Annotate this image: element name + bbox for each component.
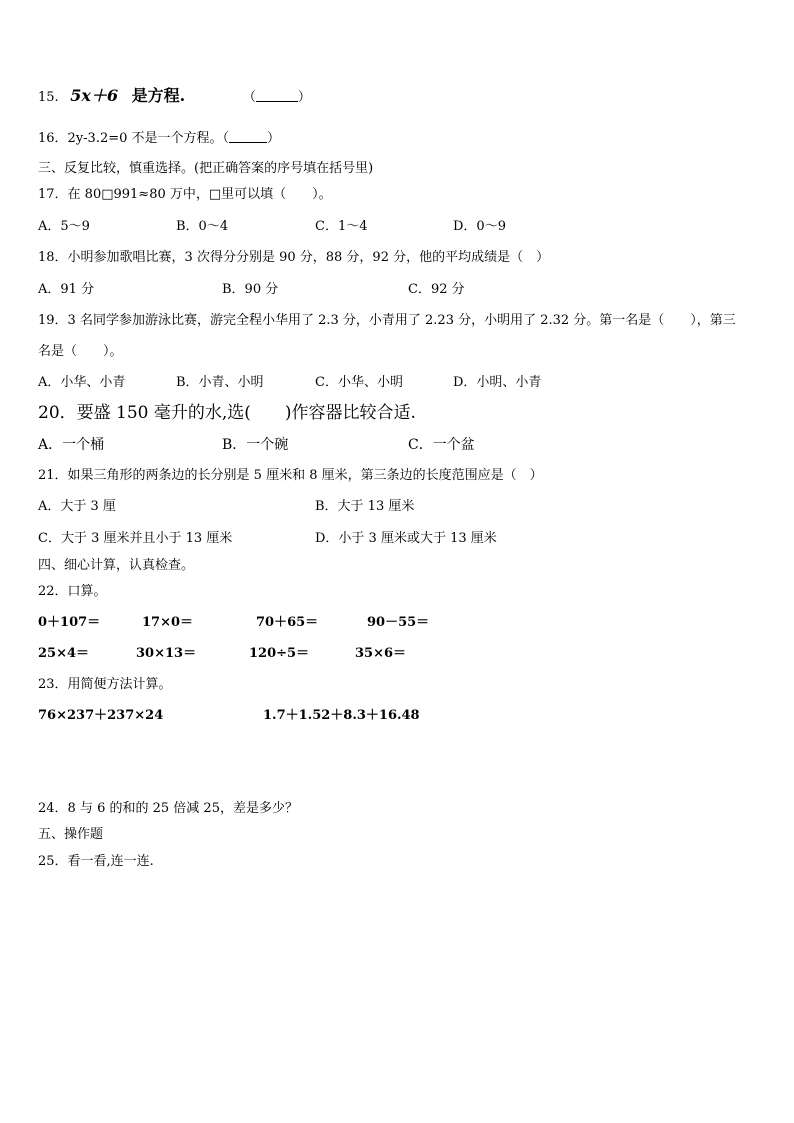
question-19-option-a[interactable]: A．小华、小青 bbox=[38, 375, 126, 390]
question-18-stem: 18．小明参加歌唱比赛，3 次得分分别是 90 分，88 分，92 分，他的平均成绩是（ ） bbox=[38, 250, 550, 265]
question-25-stem: 25．看一看,连一连. bbox=[38, 854, 154, 869]
question-21-stem: 21．如果三角形的两条边的长分别是 5 厘米和 8 厘米，第三条边的长度范围应是（ ） bbox=[38, 468, 543, 483]
question-16 bbox=[38, 129, 280, 148]
question-20-option-b[interactable]: B．一个碗 bbox=[222, 437, 289, 453]
question-18-option-b[interactable]: B．90 分 bbox=[222, 282, 279, 297]
question-19-option-b[interactable]: B．小青、小明 bbox=[176, 375, 264, 390]
mental-calc-5: 25×4＝ bbox=[38, 646, 90, 661]
question-20-stem: 20．要盛 150 毫升的水,选( )作容器比较合适. bbox=[38, 403, 416, 423]
mental-calc-3: 70＋65＝ bbox=[256, 615, 319, 630]
section-3-heading: 三、反复比较，慎重选择。(把正确答案的序号填在括号里) bbox=[38, 161, 374, 176]
question-21-option-a[interactable]: A．大于 3 厘 bbox=[38, 499, 116, 514]
section-5-heading: 五、操作题 bbox=[38, 827, 104, 842]
question-24-stem: 24．8 与 6 的和的 25 倍减 25，差是多少？ bbox=[38, 801, 298, 816]
question-15 bbox=[38, 87, 311, 107]
question-15-text: 是方程. bbox=[131, 86, 186, 105]
question-19-stem-line1: 19．3 名同学参加游泳比赛，游完全程小华用了 2.3 分，小青用了 2.23 分，小明用了 2.32 分。第一名是（ ），第三 bbox=[38, 313, 736, 328]
simplified-calc-2: 1.7＋1.52＋8.3＋16.48 bbox=[263, 708, 420, 723]
question-17-stem: 17．在 80□991≈80 万中，□里可以填（ ）。 bbox=[38, 187, 332, 202]
question-16-answer-blank[interactable] bbox=[229, 129, 267, 143]
question-17-option-b[interactable]: B．0～4 bbox=[176, 219, 229, 234]
question-19-stem-line2: 名是（ ）。 bbox=[38, 344, 123, 359]
section-4-heading: 四、细心计算，认真检查。 bbox=[38, 558, 195, 573]
mental-calc-1: 0＋107＝ bbox=[38, 615, 101, 630]
question-16-paren-close: ） bbox=[267, 131, 281, 146]
simplified-calc-1: 76×237＋237×24 bbox=[38, 708, 164, 723]
mental-calc-7: 120÷5＝ bbox=[249, 646, 310, 661]
question-15-expression: 5x＋6 bbox=[70, 86, 119, 105]
question-15-paren-open: （ bbox=[242, 90, 256, 105]
question-17-option-a[interactable]: A．5～9 bbox=[38, 219, 90, 234]
question-19-option-c[interactable]: C．小华、小明 bbox=[315, 375, 403, 390]
question-23-stem: 23．用简便方法计算。 bbox=[38, 677, 172, 692]
mental-calc-2: 17×0＝ bbox=[142, 615, 194, 630]
question-18-option-a[interactable]: A．91 分 bbox=[38, 282, 95, 297]
question-20-option-c[interactable]: C．一个盆 bbox=[408, 437, 475, 453]
mental-calc-8: 35×6＝ bbox=[355, 646, 407, 661]
mental-calc-4: 90－55＝ bbox=[367, 615, 430, 630]
question-15-answer-blank[interactable] bbox=[256, 88, 298, 102]
question-17-option-c[interactable]: C．1～4 bbox=[315, 219, 368, 234]
question-17-option-d[interactable]: D．0～9 bbox=[453, 219, 506, 234]
mental-calc-6: 30×13＝ bbox=[136, 646, 197, 661]
question-19-option-d[interactable]: D．小明、小青 bbox=[453, 375, 542, 390]
question-21-option-b[interactable]: B．大于 13 厘米 bbox=[315, 499, 415, 514]
question-21-option-d[interactable]: D．小于 3 厘米或大于 13 厘米 bbox=[315, 531, 497, 546]
question-18-option-c[interactable]: C．92 分 bbox=[408, 282, 465, 297]
question-15-paren-close: ） bbox=[297, 90, 311, 105]
question-20-option-a[interactable]: A．一个桶 bbox=[38, 437, 105, 453]
question-15-number: 15. bbox=[38, 90, 59, 105]
question-16-text: 16．2y-3.2=0 不是一个方程。（ bbox=[38, 131, 230, 146]
question-22-stem: 22．口算。 bbox=[38, 584, 107, 599]
question-21-option-c[interactable]: C．大于 3 厘米并且小于 13 厘米 bbox=[38, 531, 233, 546]
